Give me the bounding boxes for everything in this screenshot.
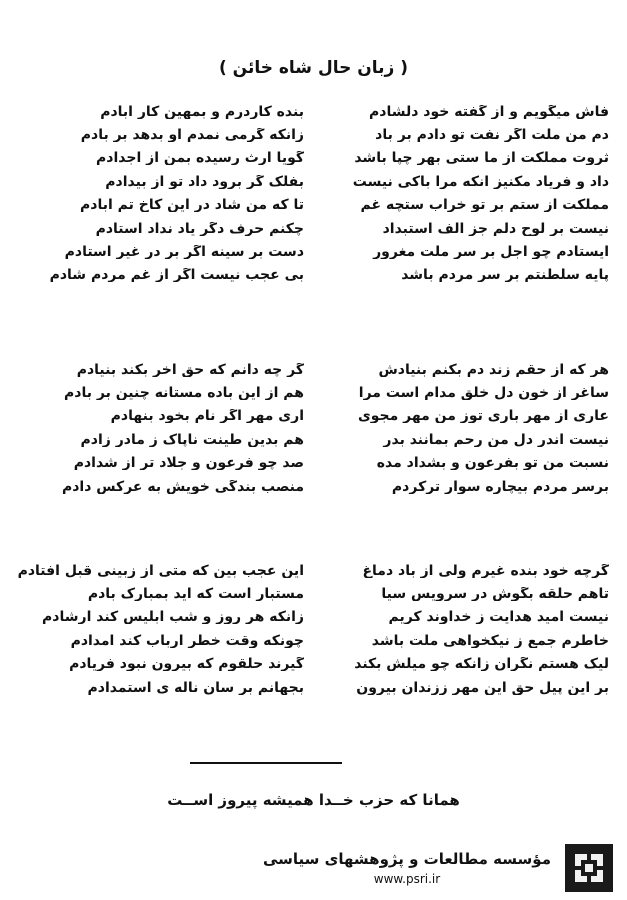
verse-row	[12, 123, 615, 146]
verse-right: بر این پیل حق این مهر ززندان بیرون	[356, 680, 609, 695]
verse-right: نسبت من تو بفرعون و بشداد مده	[376, 456, 609, 471]
verse-left: زانکه هر روز و شب ابلیس کند ارشادم	[42, 610, 304, 625]
divider-rule	[190, 762, 342, 764]
verse-left: بجهانم بر سان ناله ی استمدادم	[87, 680, 304, 695]
verse-row	[12, 452, 615, 475]
verse-left: بی عجب نیست اگر از غم مردم شادم	[49, 268, 304, 283]
verse-left: منصب بندگی خویش به عرکس دادم	[61, 479, 304, 494]
verse-right: دم من ملت اگر نفت تو دادم بر باد	[375, 128, 609, 143]
verse-right: فاش میگویم و از گفته خود دلشادم	[369, 104, 609, 119]
verse-row	[12, 475, 615, 498]
verse-right: نیست بر لوح دلم جز الف استبداد	[382, 221, 609, 236]
verse-row	[12, 582, 615, 605]
verse-right: مملکت از ستم بر تو خراب ستچه غم	[360, 198, 609, 213]
verse-left: این عجب بین که متی از زبینی قبل افتادم	[17, 563, 304, 578]
verse-row	[12, 194, 615, 217]
verse-row	[12, 264, 615, 287]
org-name: مؤسسه مطالعات و پژوهشهای سیاسی	[262, 850, 551, 868]
stanza-2	[12, 358, 615, 498]
verse-left: چکنم حرف دگر یاد نداد استادم	[95, 221, 304, 236]
verse-left: گر چه دانم که حق آخر بکند بنیادم	[76, 362, 304, 377]
org-url[interactable]: www.psri.ir	[373, 872, 441, 886]
verse-row	[12, 170, 615, 193]
verse-row	[12, 676, 615, 699]
logo-glyph-icon	[565, 844, 613, 892]
verse-row	[12, 381, 615, 404]
verse-right: هر که از حقم زند دم بکنم بنیادش	[378, 362, 609, 377]
verse-left: هم بدین طینت ناپاک ز مادر زادم	[80, 432, 304, 447]
verse-row	[12, 653, 615, 676]
closing-line: همانا که حزب خــدا همیشه پیروز اســت	[167, 791, 460, 809]
verse-left: هم از این باده مستانه چنین بر بادم	[64, 386, 304, 401]
verse-row	[12, 405, 615, 428]
verse-row	[12, 428, 615, 451]
verse-right: ثروت مملکت از ما ستی بهر چپا باشد	[354, 151, 609, 166]
verse-row	[12, 559, 615, 582]
verse-row	[12, 629, 615, 652]
verse-right: تاهم حلقه بگوش در سرویس سیا	[381, 587, 609, 602]
verse-left: زانکه گرمی نمدم او بدهد بر بادم	[80, 128, 304, 143]
verse-left: بنده کاردرم و بمهین کار آبادم	[100, 104, 304, 119]
verse-right: لیک هستم نگران زانکه چو میلش بکند	[354, 657, 609, 672]
verse-row	[12, 606, 615, 629]
verse-left: تا که من شاد در این کاخ تم آبادم	[80, 198, 304, 213]
footer-watermark	[0, 838, 627, 900]
verse-right: نیست اندر دل من رحم بمانند بدر	[383, 432, 609, 447]
verse-right: نیست امید هدایت ز خداوند کریم	[388, 610, 609, 625]
verse-right: عاری از مهر باری توز من مهر مجوی	[357, 409, 609, 424]
poem-title: ( زبان حال شاه خائن )	[218, 58, 409, 78]
verse-right: ایستادم چو اجل بر سر ملت مغرور	[373, 245, 609, 260]
verse-left: دست بر سینه اگر بر در غیر استادم	[64, 245, 304, 260]
verse-row	[12, 217, 615, 240]
stanza-1	[12, 100, 615, 287]
verse-row	[12, 100, 615, 123]
stanza-3	[12, 559, 615, 699]
verse-row	[12, 358, 615, 381]
verse-right: گرچه خود بنده غیرم ولی از باد دماغ	[362, 563, 609, 578]
verse-row	[12, 147, 615, 170]
verse-right: برسر مردم بیچاره سوار ترکردم	[391, 479, 609, 494]
verse-left: گیرند حلقوم که بیرون نبود فریادم	[69, 657, 304, 672]
verse-left: بفلک گر برود داد تو از بیدادم	[105, 174, 304, 189]
verse-right: پایه سلطنتم بر سر مردم باشد	[401, 268, 609, 283]
verse-left: چونکه وقت خطر ارباب کند امدادم	[70, 633, 304, 648]
verse-right: داد و فریاد مکنیز آنکه مرا باکی نیست	[352, 174, 609, 189]
verse-right: خاطرم جمع ز نیکخواهی ملت باشد	[371, 633, 609, 648]
verse-left: گویا ارث رسیده بمن از اجدادم	[96, 151, 304, 166]
verse-left: مستبار است که آید بمبارک بادم	[87, 587, 304, 602]
footer-text	[263, 848, 551, 888]
verse-right: ساغر از خون دل خلق مدام است مرا	[358, 386, 609, 401]
verse-left: صد چو فرعون و جلاد تر از شدادم	[73, 456, 304, 471]
verse-left: آری مهر اگر نام بخود بنهادم	[110, 409, 304, 424]
verse-row	[12, 240, 615, 263]
institute-logo-icon	[565, 844, 613, 892]
